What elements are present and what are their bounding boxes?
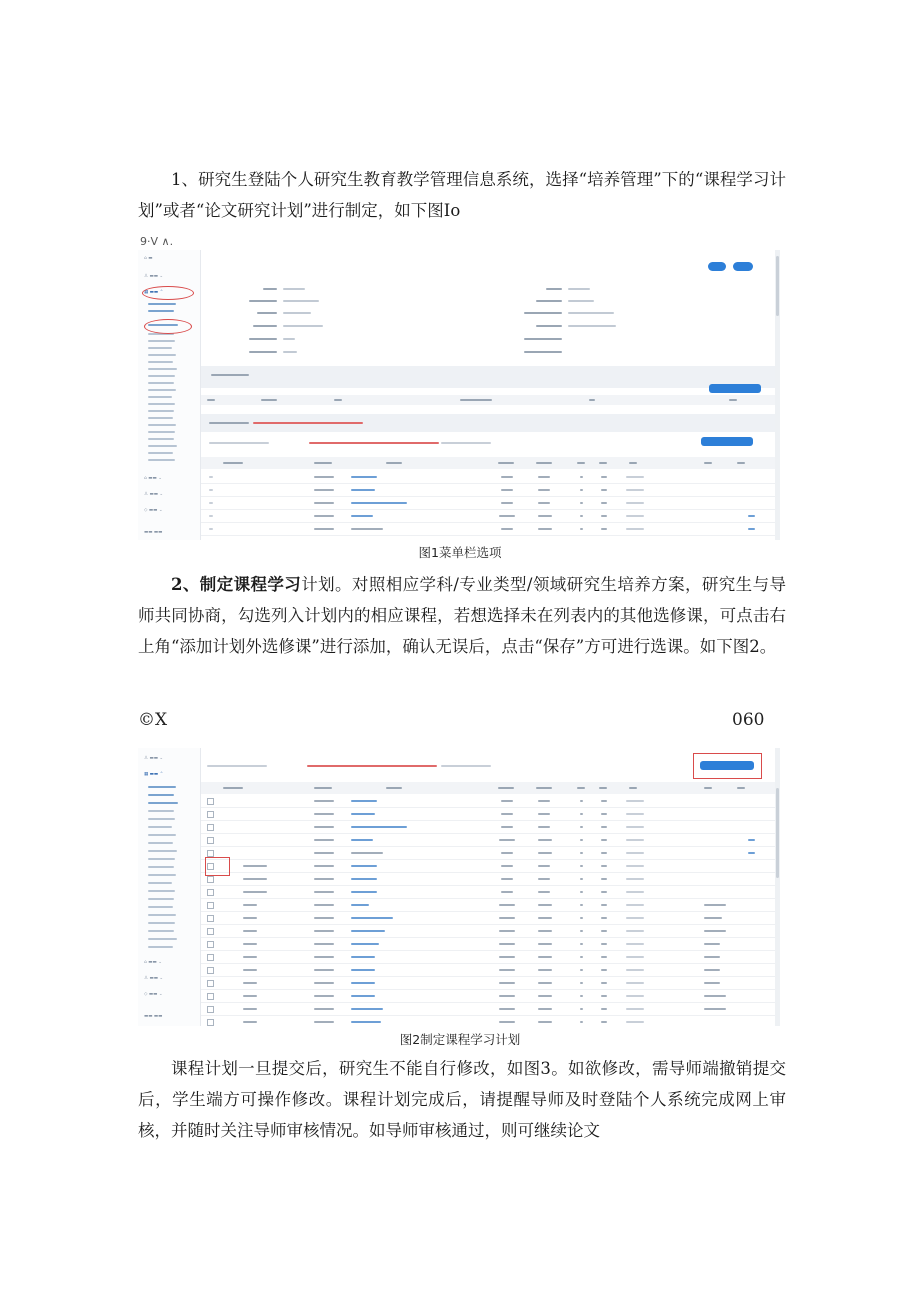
table-row <box>201 808 775 821</box>
sidebar-menu <box>138 748 201 1026</box>
table-row <box>201 938 775 951</box>
table-row <box>201 1003 775 1016</box>
table-row <box>201 925 775 938</box>
paragraph-submission-note: 课程计划一旦提交后，研究生不能自行修改，如图3。如欲修改，需导师端撤销提交后，学生端方可操作修改。课程计划完成后，请提醒导师及时登陆个人系统完成网上审核，并随时关注导师审核情况。如导师审核通过，则可继续论文 <box>138 1059 786 1140</box>
research-menu-icon: ♙ ▬▬ ⌄ <box>144 976 164 981</box>
footer-links: ▬▬ ▬▬ <box>144 530 163 535</box>
table-row <box>201 497 775 510</box>
figure-2-screenshot <box>138 748 780 1026</box>
table-row <box>201 873 775 886</box>
table-row <box>201 977 775 990</box>
paragraph-course-plan <box>138 569 786 662</box>
highlight-ring-cultivation <box>142 286 194 300</box>
highlight-box-checkbox <box>205 857 230 876</box>
table-row <box>201 860 775 873</box>
paragraph-course-plan-lead: 2、制定课程学习 <box>171 575 302 594</box>
table-row <box>201 471 775 484</box>
save-button[interactable] <box>708 262 726 271</box>
table-row <box>201 795 775 808</box>
table-row <box>201 912 775 925</box>
stray-text-mid-left: ©X <box>138 710 168 730</box>
staff-menu-icon: ⌂ ▬▬ ⌄ <box>144 476 162 481</box>
add-extra-course-button[interactable] <box>701 437 753 446</box>
stray-text-mid-right: 060 <box>732 710 765 730</box>
personal-menu-icon: ♙ ▬▬ ⌄ <box>144 274 164 279</box>
personal-menu-icon: ♙ ▬▬ ⌄ <box>144 756 164 761</box>
degree-menu-icon: ◇ ▬▬ ⌄ <box>144 508 163 513</box>
table-row <box>201 899 775 912</box>
staff-menu-icon: ⌂ ▬▬ ⌄ <box>144 960 162 965</box>
figure-2-caption: 图2制定课程学习计划 <box>399 1032 521 1047</box>
cultivation-menu-icon: ▦ ▬▬ ⌃ <box>144 772 164 777</box>
highlight-box-add-course <box>693 753 762 779</box>
stray-text-top-left: 9·V ∧. <box>140 235 174 248</box>
cultivation-menu-icon: ▦ ▬▬ ⌃ <box>144 290 164 295</box>
research-menu-icon: ♙ ▬▬ ⌄ <box>144 492 164 497</box>
add-advisor-button[interactable] <box>709 384 761 393</box>
table-row <box>201 951 775 964</box>
figure-1-caption: 图1菜单栏选项 <box>418 545 502 560</box>
table-row <box>201 990 775 1003</box>
figure-1-screenshot <box>138 250 780 540</box>
footer-links: ▬▬ ▬▬ <box>144 1014 163 1019</box>
table-row <box>201 484 775 497</box>
table-row <box>201 834 775 847</box>
home-icon: ⌂ ▬ <box>144 256 153 261</box>
paragraph-course-plan-body: 计划。对照相应学科/专业类型/领域研究生培养方案，研究生与导师共同协商，勾选列入计划内的相应课程，若想选择未在列表内的其他选修课，可点击右上角“添加计划外选修课”进行添加，确认无误后，点击“保存”方可进行选课。如下图2。 <box>138 575 786 656</box>
highlight-ring-course-plan <box>144 319 192 334</box>
table-row <box>201 1016 775 1026</box>
table-row <box>201 847 775 860</box>
table-row <box>201 886 775 899</box>
table-row <box>201 964 775 977</box>
table-row <box>201 523 775 536</box>
table-row <box>201 510 775 523</box>
paragraph-intro: 1、研究生登陆个人研究生教育教学管理信息系统，选择“培养管理”下的“课程学习计划”或者“论文研究计划”进行制定，如下图Io <box>138 170 786 220</box>
table-row <box>201 821 775 834</box>
submit-button[interactable] <box>733 262 753 271</box>
main-panel <box>201 748 780 1026</box>
degree-menu-icon: ◇ ▬▬ ⌄ <box>144 992 163 997</box>
main-panel <box>201 250 780 540</box>
